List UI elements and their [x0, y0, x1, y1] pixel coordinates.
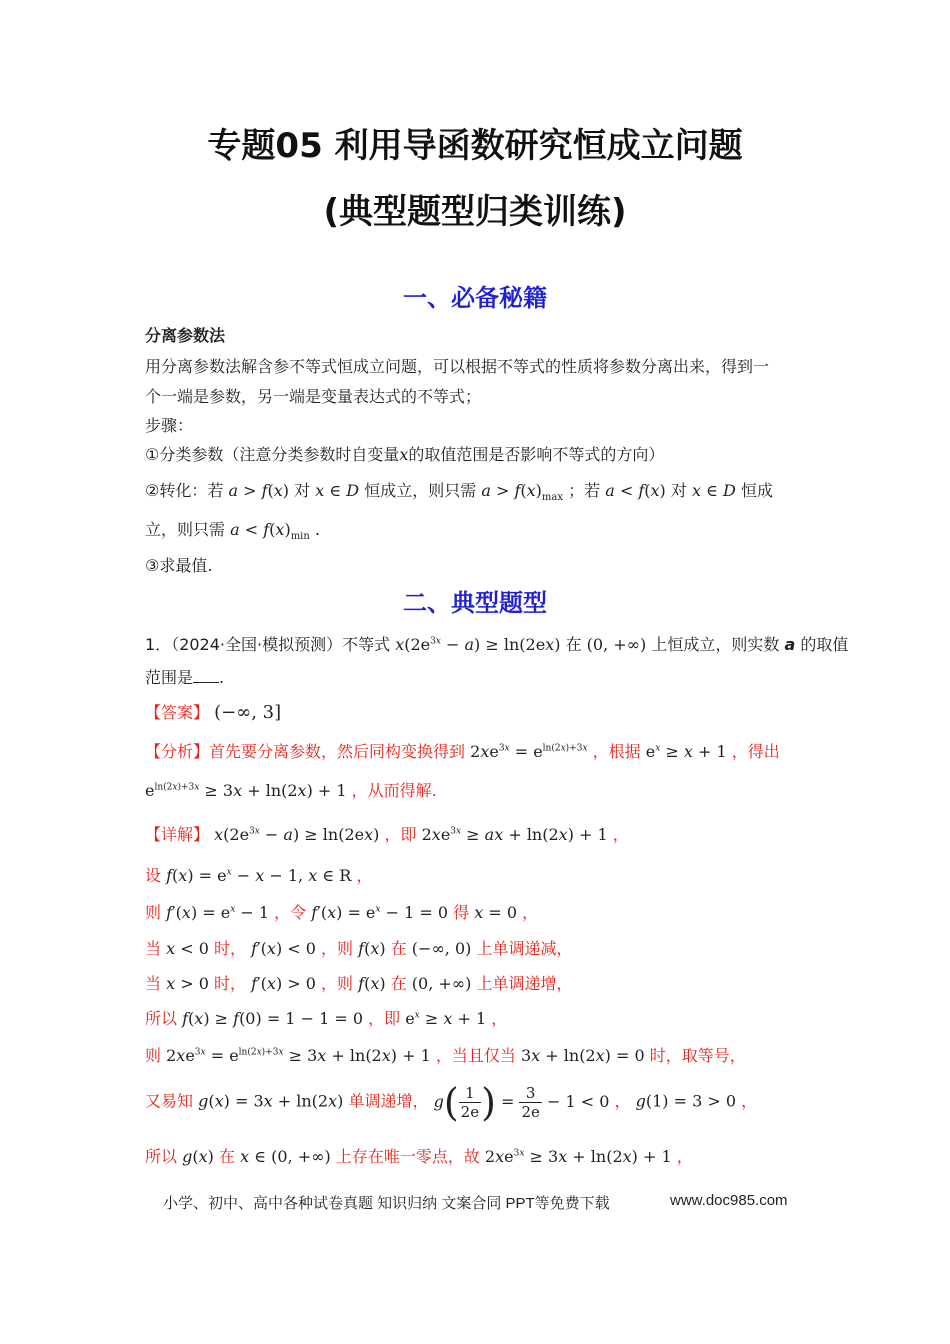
answer: 【答案】 (−∞, 3]	[145, 702, 282, 723]
section-heading-1: 一、必备秘籍	[403, 284, 547, 312]
paragraph-line: 个一端是参数，另一端是变量表达式的不等式；	[145, 387, 482, 406]
math: $f(x) = e^x - x - 1$, x ∈ R	[166, 866, 352, 885]
subheading: 分离参数法	[145, 326, 226, 345]
detail-9: 所以 g(x) 在 x ∈ (0, +∞) 上存在唯一零点，故 $2xe^{3x} \ge 3x + \ln(2x) + 1$ ，	[145, 1147, 693, 1166]
math: $x(2e^{3x} - a) \ge \ln(2ex)$	[395, 635, 561, 654]
math: $2xe^{3x} \ge 3x + \ln(2x) + 1$	[484, 1147, 672, 1166]
detail-1: 【详解】 $x(2e^{3x} - a) \ge \ln(2ex)$ ，即 $2xe^{3x}$ ≥ ax + ln(2x) + 1 ，	[145, 825, 629, 844]
math: f(x)	[358, 939, 386, 958]
math: x	[399, 445, 409, 464]
math: f′(x) < 0	[251, 939, 316, 958]
math: $x(2e^{3x} - a) \ge \ln(2ex)$	[214, 825, 380, 844]
step-1: ①分类参数（注意分类参数时自变量x的取值范围是否影响不等式的方向）	[145, 445, 665, 464]
analysis-cont: $e^{ln(2x)+3x} \ge 3x + \ln(2x) + 1$ ，从而得解.	[145, 781, 437, 800]
section-heading-2: 二、典型题型	[403, 589, 547, 617]
math: a < f(x)	[605, 481, 666, 500]
steps-label: 步骤：	[145, 416, 194, 435]
page-title: 专题05 利用导函数研究恒成立问题	[207, 126, 743, 166]
math: x < 0	[166, 939, 209, 958]
math: x ∈ (0, +∞)	[240, 1147, 331, 1166]
step-3: ③求最值.	[145, 556, 213, 575]
step-2: ②转化：若 a > f(x) 对 x ∈ D 恒成立，则只需 $a > f(x)_{max}$ ；若 a < f(x) 对 x ∈ D 恒成	[145, 481, 773, 504]
question-1-line2: 范围是 .	[145, 668, 225, 687]
math: (−∞, 3]	[214, 702, 282, 723]
math: $a < f(x)_{min}$	[230, 520, 310, 543]
math: f(x)	[358, 974, 386, 993]
detail-3: 则 $f'(x) = e^x - 1$ ，令 $f'(x) = e^x - 1 = 0$ 得 x = 0 ，	[145, 903, 539, 922]
math: $e^{ln(2x)+3x} \ge 3x + \ln(2x) + 1$	[145, 781, 347, 800]
math: $f'(x) = e^x - 1 = 0$	[311, 903, 448, 922]
math: $2xe^{3x}$ ≥ ax + ln(2x) + 1	[421, 825, 608, 844]
page-subtitle: (典型题型归类训练)	[323, 192, 627, 232]
math: x ∈ D	[691, 481, 736, 500]
question-1: 1．（2024·全国·模拟预测）不等式 $x(2e^{3x} - a) \ge \ln(2ex)$ 在 (0, +∞) 上恒成立，则实数 a 的取值	[145, 635, 849, 654]
math: $2xe^{3x} = e^{ln(2x)+3x}$	[470, 742, 588, 761]
math: g(x)	[182, 1147, 214, 1166]
footer-link[interactable]: www.doc985.com	[670, 1192, 788, 1209]
math: x = 0	[474, 903, 517, 922]
math: $2xe^{3x} = e^{ln(2x)+3x} \ge 3x + \ln(2x) + 1$	[166, 1046, 431, 1065]
paragraph-line: 用分离参数法解含参不等式恒成立问题，可以根据不等式的性质将参数分离出来，得到一	[145, 357, 770, 376]
detail-4: 当 x < 0 时， f′(x) < 0 ，则 f(x) 在 (−∞, 0) 上单调递减，	[145, 939, 573, 958]
detail-5: 当 x > 0 时， f′(x) > 0 ，则 f(x) 在 (0, +∞) 上单调递增，	[145, 974, 573, 993]
math: g(1) = 3 > 0	[635, 1091, 737, 1111]
math: (−∞, 0)	[411, 939, 472, 958]
math: $f'(x) = e^x - 1$	[166, 903, 270, 922]
math: f(x) ≥ f(0) = 1 − 1 = 0	[182, 1009, 363, 1028]
analysis: 【分析】首先要分离参数，然后同构变换得到 $2xe^{3x} = e^{ln(2x)+3x}$ ，根据 $e^x \ge x + 1$ ，得出	[145, 742, 780, 761]
math: $e^x \ge x + 1$	[645, 742, 727, 761]
detail-2: 设 $f(x) = e^x - x - 1$, x ∈ R ，	[145, 866, 373, 885]
math: (0, +∞)	[586, 635, 647, 654]
math: f′(x) > 0	[251, 974, 316, 993]
math: g(x) = 3x + ln(2x)	[198, 1091, 344, 1111]
footer-text: 小学、初中、高中各种试卷真题 知识归纳 文案合同 PPT等免费下载	[163, 1195, 610, 1212]
math: a > f(x)	[228, 481, 290, 500]
math: $a > f(x)_{max}$	[481, 481, 563, 504]
math: g( $\frac{1}{2e}$ ) = $\frac{3}{2e}$ − 1 < 0	[433, 1080, 610, 1124]
math: $e^x \ge x + 1$	[405, 1009, 487, 1028]
math: x ∈ D	[315, 481, 360, 500]
step-2-cont: 立，则只需 $a < f(x)_{min}$ .	[145, 520, 320, 543]
math: 3x + ln(2x) = 0	[520, 1046, 645, 1065]
answer-blank	[193, 668, 219, 683]
detail-8: 又易知 g(x) = 3x + ln(2x) 单调递增， g( $\frac{1}{2e}$ ) = $\frac{3}{2e}$ − 1 < 0 ， g(1) = 3 > 0 ，	[145, 1080, 758, 1124]
detail-6: 所以 f(x) ≥ f(0) = 1 − 1 = 0 ，即 $e^x \ge x + 1$ ，	[145, 1009, 508, 1028]
detail-7: 则 $2xe^{3x} = e^{ln(2x)+3x} \ge 3x + \ln(2x) + 1$ ，当且仅当 3x + ln(2x) = 0 时，取等号，	[145, 1046, 746, 1065]
math: (0, +∞)	[411, 974, 472, 993]
math: x > 0	[166, 974, 209, 993]
